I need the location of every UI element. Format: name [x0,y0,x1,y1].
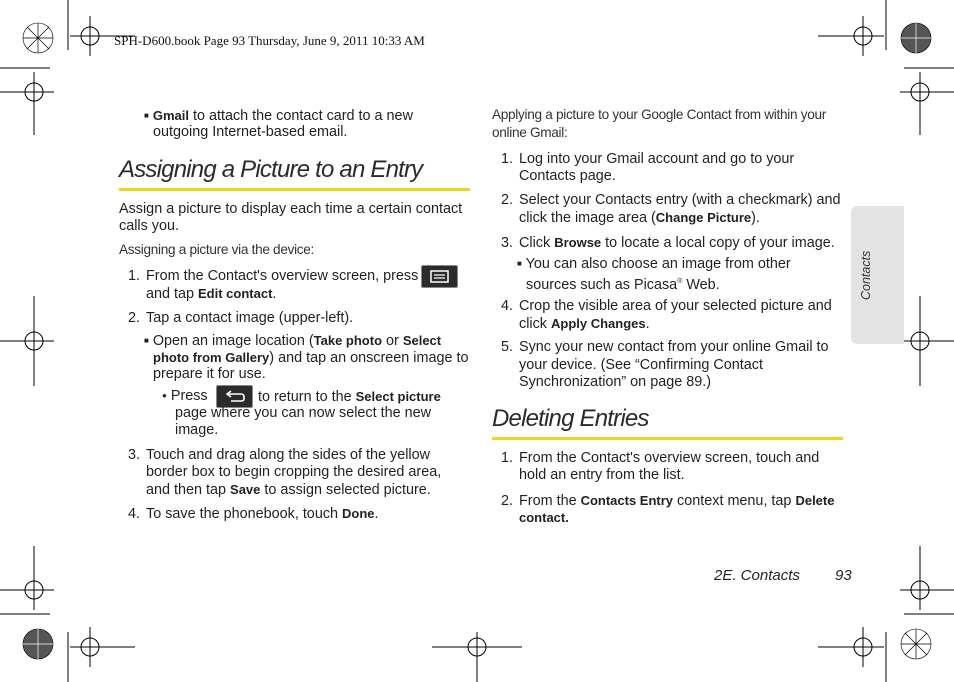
right-step-5-line3: Synchronization” on page 89.) [519,374,711,390]
left-step-3: 3. Touch and drag along the sides of the yellow [128,447,431,463]
delete-step-1-line2: hold an entry from the list. [519,467,685,483]
left-step-2-bullet-line2: photo from Gallery) and tap an onscreen image to [153,350,469,366]
left-step-1-line2: and tap Edit contact. [146,286,277,302]
right-step-3-bullet-line2: sources such as Picasa® Web. [526,276,720,293]
heading-assigning: Assigning a Picture to an Entry [119,156,423,183]
intro-line1: Assign a picture to display each time a certain contact [119,201,463,217]
right-step-1: 1. Log into your Gmail account and go to your [501,151,795,167]
print-header: SPH-D600.book Page 93 Thursday, June 9, 2011 10:33 AM [114,33,425,48]
subheading-device: Assigning a picture via the device: [119,242,315,257]
left-step-1: 1. From the Contact's overview screen, press [128,268,419,284]
gmail-bullet: ■ Gmail to attach the contact card to a new [144,108,413,124]
footer-page-number: 93 [835,567,852,584]
side-tab-label: Contacts [859,250,873,300]
right-step-5-line2: your device. (See “Confirming Contact [519,357,763,373]
menu-key-button [421,265,458,288]
left-step-3-line2: border box to begin cropping the desired area, [146,464,442,480]
right-step-2: 2. Select your Contacts entry (with a checkmark) and [501,192,841,208]
left-step-2-sub-line2: page where you can now select the new [175,405,431,421]
intro-line2: calls you. [119,218,179,234]
left-step-2-bullet-line3: prepare it for use. [153,366,266,382]
right-step-3: 3. Click Browse to locate a local copy of your image. [501,235,835,251]
left-step-2-sub-line1: to return to the Select picture [258,389,441,405]
heading-rule-right [492,437,843,440]
left-step-2-bullet: ■ Open an image location (Take photo or Select [144,333,442,349]
footer-section: 2E. Contacts [714,567,800,584]
delete-step-2-line2: contact. [519,510,569,525]
right-step-2-line2: click the image area (Change Picture). [519,210,760,226]
gmail-bold: Gmail [152,108,189,123]
delete-step-2: 2. From the Contacts Entry context menu, tap Delete [501,493,835,509]
right-step-4: 4. Crop the visible area of your selected picture and [501,298,832,314]
left-step-3-line3: and then tap Save to assign selected picture. [146,482,431,498]
heading-deleting: Deleting Entries [492,405,649,432]
left-step-4: 4. To save the phonebook, touch Done. [128,506,379,522]
delete-step-1: 1. From the Contact's overview screen, touch and [501,450,820,466]
right-step-3-bullet: ■ You can also choose an image from other [517,256,791,272]
back-arrow-icon [217,386,252,407]
right-step-5: 5. Sync your new contact from your online Gmail to [501,339,829,355]
left-step-2-sub-line3: image. [175,422,219,438]
subheading-gmail-line1: Applying a picture to your Google Contact from within your [492,107,826,122]
heading-rule-left [119,188,470,191]
left-step-2-sub: ● Press [162,388,208,404]
gmail-bullet-line2: outgoing Internet-based email. [153,124,348,140]
right-step-4-line2: click Apply Changes. [519,316,650,332]
right-step-1-line2: Contacts page. [519,168,616,184]
subheading-gmail-line2: online Gmail: [492,125,568,140]
left-step-2: 2. Tap a contact image (upper-left). [128,310,354,326]
menu-icon [422,266,457,287]
